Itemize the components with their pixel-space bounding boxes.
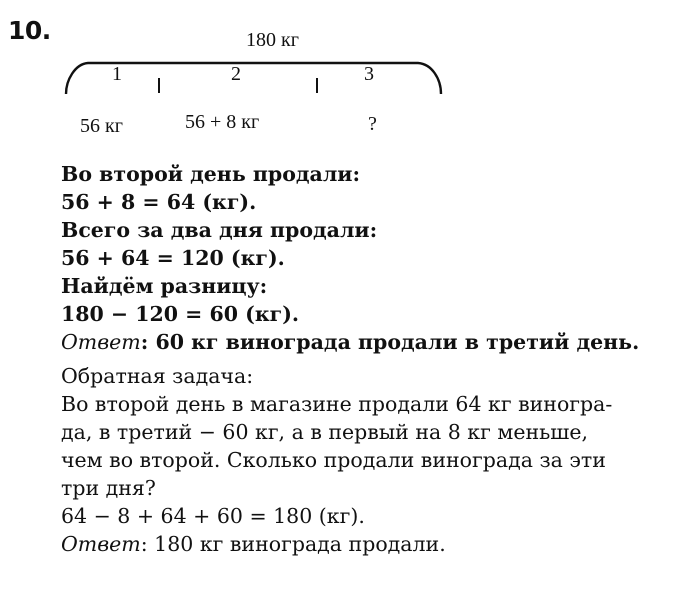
segment-3-value: ? (368, 113, 377, 135)
solution-line-2: 56 + 8 = 64 (кг). (61, 190, 257, 214)
solution-line-3: Всего за два дня продали: (61, 218, 378, 242)
inverse-answer-text: : 180 кг винограда продали. (140, 532, 446, 556)
inverse-line-1: Во второй день в магазине продали 64 кг виногра- (61, 392, 613, 416)
inverse-answer (61, 530, 693, 558)
segment-2-value: 56 + 8 кг (185, 111, 260, 133)
total-brace (66, 63, 441, 94)
inverse-line-3: чем во второй. Сколько продали винограда за эти (61, 448, 606, 472)
solution-line-4: 56 + 64 = 120 (кг). (61, 246, 285, 270)
segment-2-label: 2 (231, 63, 241, 85)
task-number: 10. (8, 16, 51, 45)
solution-line-6: 180 − 120 = 60 (кг). (61, 302, 300, 326)
segment-3-label: 3 (364, 63, 374, 85)
segment-diagram (0, 0, 700, 160)
answer-text: : 60 кг винограда продали в третий день. (140, 330, 640, 354)
inverse-equation: 64 − 8 + 64 + 60 = 180 (кг). (61, 504, 365, 528)
total-label: 180 кг (246, 29, 299, 51)
inverse-line-2: да, в третий − 60 кг, а в первый на 8 кг меньше, (61, 420, 588, 444)
solution-answer (61, 328, 693, 356)
solution-line-1: Во второй день продали: (61, 162, 361, 186)
solution-text (61, 160, 693, 558)
inverse-title: Обратная задача: (61, 364, 254, 388)
inverse-answer-label: Ответ (61, 532, 141, 556)
inverse-line-4: три дня? (61, 476, 156, 500)
segment-1-label: 1 (112, 63, 122, 85)
segment-1-value: 56 кг (80, 115, 123, 137)
solution-line-5: Найдём разницу: (61, 274, 268, 298)
answer-label: Ответ (61, 330, 141, 354)
